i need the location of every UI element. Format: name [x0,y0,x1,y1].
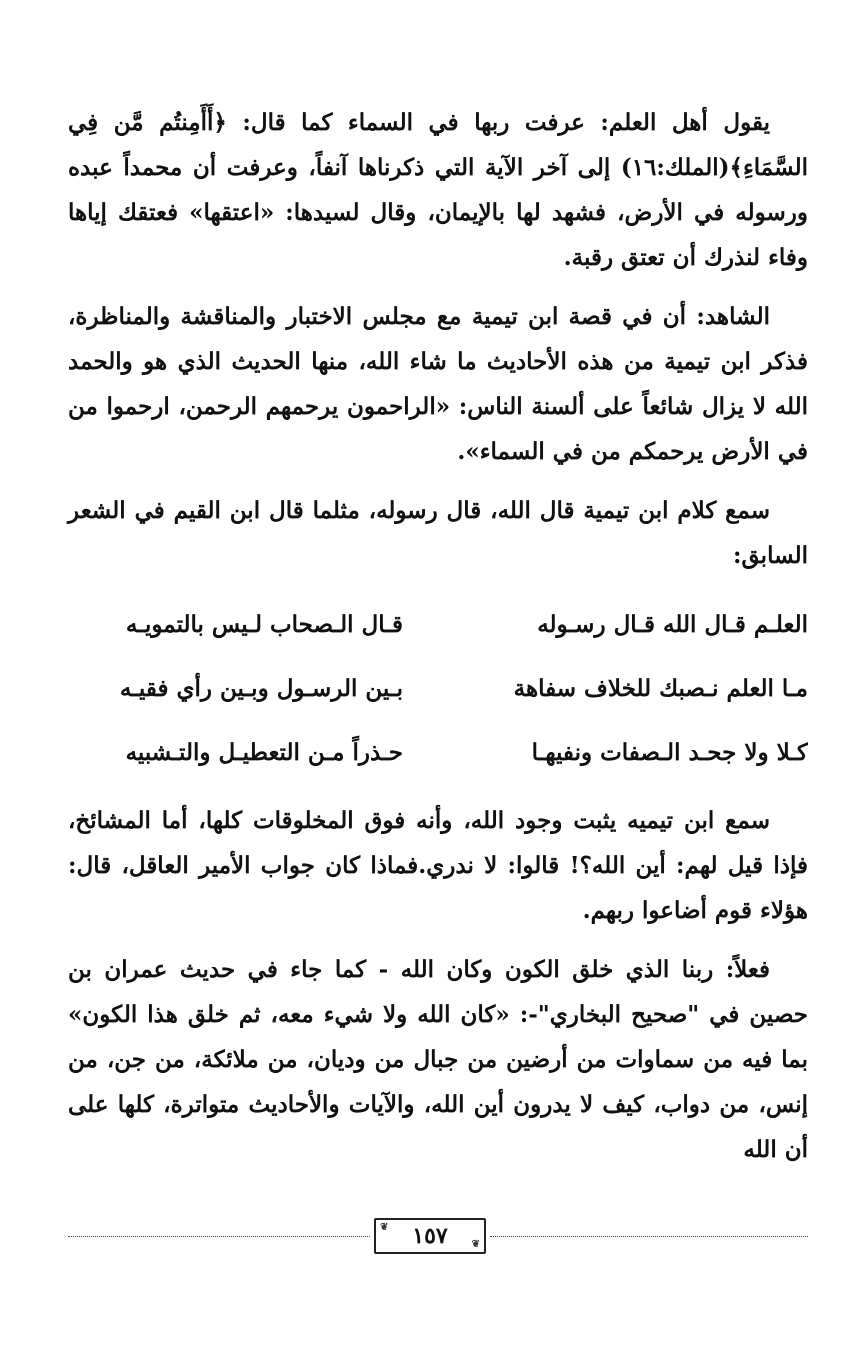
paragraph-5: فعلاً: ربنا الذي خلق الكون وكان الله - كما جاء في حديث عمران بن حصين في "صحيح البخاري"-: «كان الله ولا شيء معه، ثم خلق هذا الكون» بما فيه من سماوات من أرضين من جبال من وديان، من ملائكة، من جن، من إنس، من دواب، كيف لا يدرون أين الله، والآيات والأحاديث متواترة، كلها على أن الله [68,956,808,1163]
paragraph-4: سمع ابن تيميه يثبت وجود الله، وأنه فوق المخلوقات كلها، أما المشائخ، فإذا قيل لهم: أين الله؟! قالوا: لا ندري.فماذا كان جواب الأمير العاقل، قال: هؤلاء قوم أضاعوا ربهم. [68,807,808,924]
poem-first-hemistich: كـلا ولا جحـد الـصفات ونفيهـا [531,738,808,766]
poem-verse [68,592,808,656]
poem-first-hemistich: العلـم قـال الله قـال رسـوله [537,610,808,638]
poem-verse [68,720,808,784]
page-number-frame [374,1218,486,1254]
footer-dotted-rule-right [490,1236,808,1237]
frame-ornament-icon: ❦ [471,1239,480,1250]
paragraph-1: يقول أهل العلم: عرفت ربها في السماء كما قال: ﴿أَأَمِنتُم مَّن فِي السَّمَاءِ﴾(الملك:١٦) إلى آخر الآية التي ذكرناها آنفاً، وعرفت أن محمداً عبده ورسوله في الأرض، فشهد لها بالإيمان، وقال لسيدها: «اعتقها» فعتقك إياها وفاء لنذرك أن تعتق رقبة. [68,109,808,271]
poem-second-hemistich: حـذراً مـن التعطيـل والتـشبيه [125,738,403,766]
paragraph-3: سمع كلام ابن تيمية قال الله، قال رسوله، مثلما قال ابن القيم في الشعر السابق: [68,497,808,569]
paragraph-2: الشاهد: أن في قصة ابن تيمية مع مجلس الاختبار والمناقشة والمناظرة، فذكر ابن تيمية من هذه الأحاديث ما شاء الله، منها الحديث الذي هو والحمد الله لا يزال شائعاً على ألسنة الناس: «الراحمون يرحمهم الرحمن، ارحموا من في الأرض يرحمكم من في السماء». [68,303,808,465]
footer-dotted-rule-left [68,1236,370,1237]
frame-ornament-icon: ❦ [380,1222,389,1233]
page-footer [68,1218,808,1258]
poem-first-hemistich: مـا العلم نـصبك للخلاف سفاهة [513,674,808,702]
poem [68,592,808,784]
poem-verse [68,656,808,720]
page-number: ١٥٧ [412,1223,448,1249]
poem-second-hemistich: قـال الـصحاب لـيس بالتمويـه [125,610,403,638]
page-body [68,100,808,1186]
poem-second-hemistich: بـين الرسـول وبـين رأي فقيـه [119,674,403,702]
